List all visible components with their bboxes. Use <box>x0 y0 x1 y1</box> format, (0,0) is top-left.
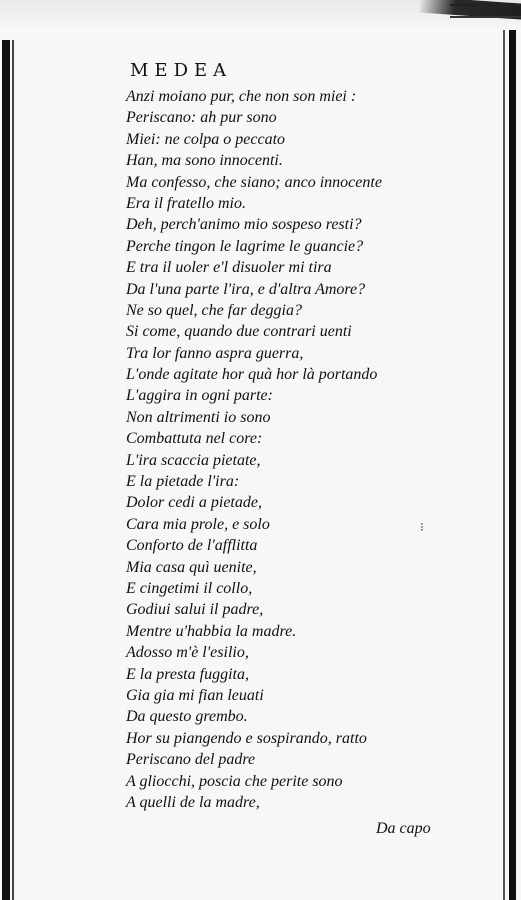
verse-line: A gliocchi, poscia che perite sono <box>126 772 343 790</box>
verse-line: A quelli de la madre, <box>126 793 260 811</box>
verse-line: L'aggira in ogni parte: <box>126 387 273 405</box>
verse-line: Ma confesso, che siano; anco innocente <box>126 173 382 191</box>
left-border-rule <box>2 40 10 900</box>
top-rule-ornament <box>450 4 521 18</box>
running-title: MEDEA <box>130 60 233 81</box>
verse-line: Combattuta nel core: <box>126 430 263 448</box>
right-inner-rule <box>503 30 505 900</box>
left-inner-rule <box>12 40 14 900</box>
verse-line: Si come, quando due contrari uenti <box>126 323 352 341</box>
verse-line: Da l'una parte l'ira, e d'altra Amore? <box>126 280 366 298</box>
verse-line: Hor su piangendo e sospirando, ratto <box>126 729 367 747</box>
verse-line: Deh, perch'animo mio sospeso resti? <box>126 216 362 234</box>
catchword: Da capo <box>376 820 431 837</box>
verse-line: Mia casa quì uenite, <box>126 558 257 576</box>
verse-line: Gia gia mi fian leuati <box>126 686 264 704</box>
margin-mark: ⁝ <box>420 520 424 534</box>
verse-line: Ne so quel, che far deggia? <box>126 301 302 319</box>
verse-line: Godiui salui il padre, <box>126 601 264 619</box>
verse-line: Perche tingon le lagrime le guancie? <box>126 237 364 255</box>
verse-line: Mentre u'habbia la madre. <box>126 622 297 640</box>
verse-line: E la pietade l'ira: <box>126 473 240 491</box>
verse-line: L'onde agitate hor quà hor là portando <box>126 366 378 384</box>
verse-line: Adosso m'è l'esilio, <box>126 644 249 662</box>
verse-line: L'ira scaccia pietate, <box>126 451 261 469</box>
verse-line: Miei: ne colpa o peccato <box>126 130 286 148</box>
verse-line: Non altrimenti io sono <box>126 408 271 426</box>
verse-line: Dolor cedi a pietade, <box>126 494 262 512</box>
verse-line: Periscano del padre <box>126 751 256 769</box>
verse-line: Conforto de l'afflitta <box>126 537 258 555</box>
verse-line: Anzi moiano pur, che non son miei : <box>126 88 357 105</box>
verse-line: E tra il uoler e'l disuoler mi tira <box>126 259 332 277</box>
verse-line: E cingetimi il collo, <box>126 579 253 597</box>
right-border-rule <box>509 30 516 900</box>
verse-line: Periscano: ah pur sono <box>126 109 277 127</box>
verse-line: Tra lor fanno aspra guerra, <box>126 344 304 362</box>
verse-line: E la presta fuggita, <box>126 665 249 683</box>
verse-line: Cara mia prole, e solo <box>126 515 270 533</box>
verse-line: Han, ma sono innocenti. <box>126 152 283 170</box>
verse-text <box>126 86 496 813</box>
verse-line: Da questo grembo. <box>126 708 248 726</box>
verse-line: Era il fratello mio. <box>126 194 246 212</box>
